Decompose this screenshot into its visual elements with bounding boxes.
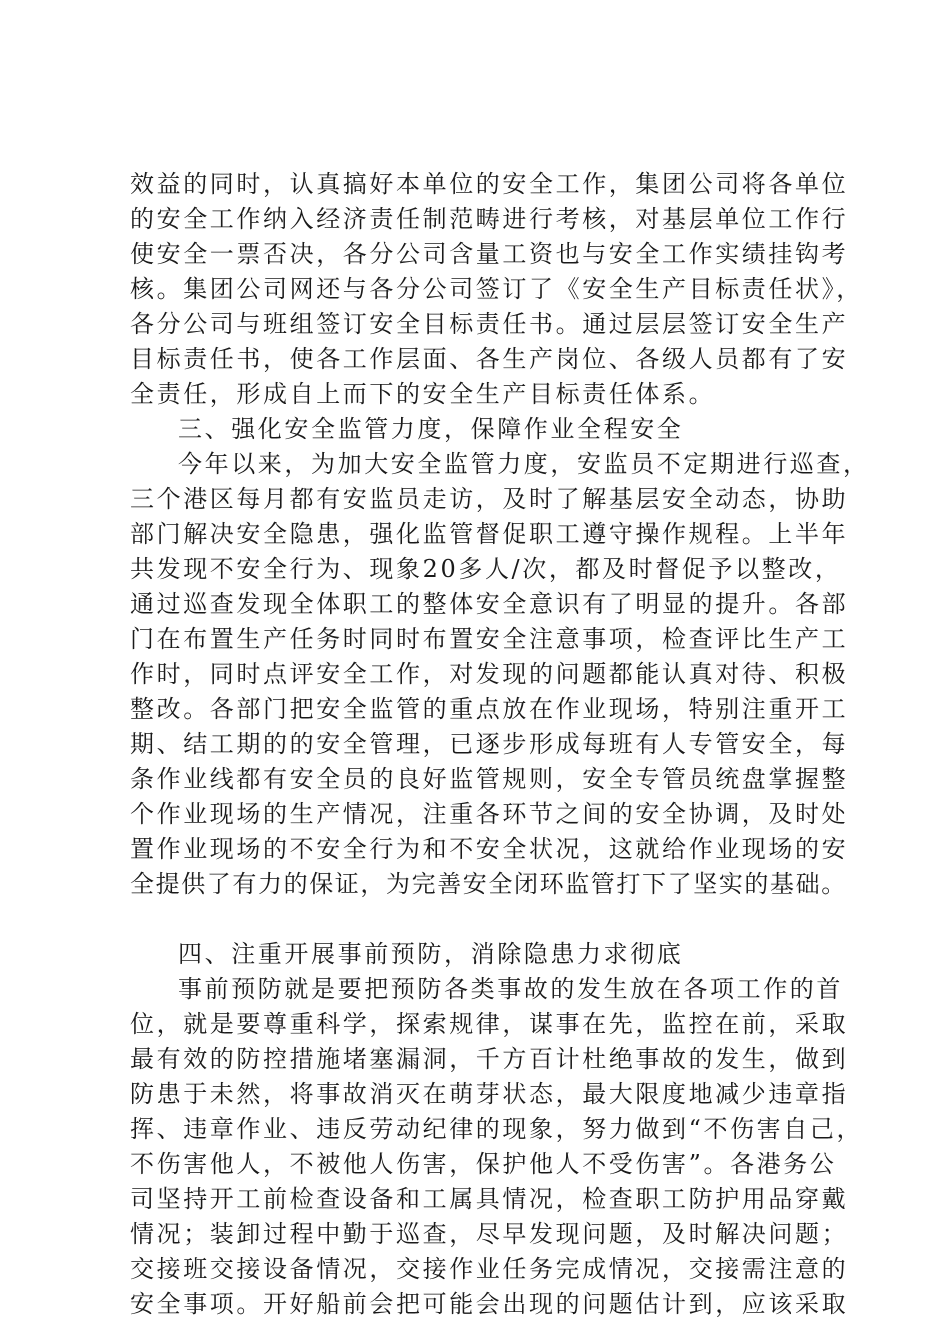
text-line: 效益的同时，认真搞好本单位的安全工作，集团公司将各单位 (130, 170, 849, 198)
text-line: 情况；装卸过程中勤于巡查，尽早发现问题，及时解决问题； (130, 1220, 849, 1248)
text-line: 挥、违章作业、违反劳动纪律的现象，努力做到“不伤害自己， (130, 1115, 864, 1143)
section-heading: 四、注重开展事前预防，消除隐患力求彻底 (178, 940, 684, 968)
text-line: 作时，同时点评安全工作，对发现的问题都能认真对待、积极 (130, 660, 849, 688)
text-line: 置作业现场的不安全行为和不安全状况，这就给作业现场的安 (130, 835, 849, 863)
section-heading: 三、强化安全监管力度，保障作业全程安全 (178, 415, 684, 443)
text-line: 门在布置生产任务时同时布置安全注意事项，检查评比生产工 (130, 625, 849, 653)
text-line: 全提供了有力的保证，为完善安全闭环监管打下了坚实的基础。 (130, 870, 847, 898)
text-line: 整改。各部门把安全监管的重点放在作业现场，特别注重开工 (130, 695, 849, 723)
text-line: 目标责任书，使各工作层面、各生产岗位、各级人员都有了安 (130, 345, 849, 373)
text-line: 核。集团公司网还与各分公司签订了《安全生产目标责任状》， (130, 275, 863, 303)
text-line: 通过巡查发现全体职工的整体安全意识有了明显的提升。各部 (130, 590, 849, 618)
text-line: 条作业线都有安全员的良好监管规则，安全专管员统盘掌握整 (130, 765, 849, 793)
text-line: 安全事项。开好船前会把可能会出现的问题估计到，应该采取 (130, 1290, 849, 1318)
text-line: 各分公司与班组签订安全目标责任书。通过层层签订安全生产 (130, 310, 849, 338)
text-line: 最有效的防控措施堵塞漏洞，千方百计杜绝事故的发生，做到 (130, 1045, 849, 1073)
text-line: 使安全一票否决，各分公司含量工资也与安全工作实绩挂钩考 (130, 240, 849, 268)
text-line: 司坚持开工前检查设备和工属具情况，检查职工防护用品穿戴 (130, 1185, 849, 1213)
text-line: 不伤害他人，不被他人伤害，保护他人不受伤害”。各港务公 (130, 1150, 837, 1178)
text-line: 交接班交接设备情况，交接作业任务完成情况，交接需注意的 (130, 1255, 849, 1283)
text-line: 期、结工期的的安全管理，已逐步形成每班有人专管安全，每 (130, 730, 849, 758)
text-line: 共发现不安全行为、现象20多人/次，都及时督促予以整改， (130, 555, 842, 583)
text-line: 三个港区每月都有安监员走访，及时了解基层安全动态，协助 (130, 485, 849, 513)
text-line: 今年以来，为加大安全监管力度，安监员不定期进行巡查， (178, 450, 870, 478)
text-line: 个作业现场的生产情况，注重各环节之间的安全协调，及时处 (130, 800, 849, 828)
text-line: 位，就是要尊重科学，探索规律，谋事在先，监控在前，采取 (130, 1010, 849, 1038)
text-line: 部门解决安全隐患，强化监管督促职工遵守操作规程。上半年 (130, 520, 849, 548)
text-line: 事前预防就是要把预防各类事故的发生放在各项工作的首 (178, 975, 843, 1003)
text-line: 全责任，形成自上而下的安全生产目标责任体系。 (130, 380, 716, 408)
text-line: 的安全工作纳入经济责任制范畴进行考核，对基层单位工作行 (130, 205, 849, 233)
text-line: 防患于未然，将事故消灭在萌芽状态，最大限度地减少违章指 (130, 1080, 849, 1108)
